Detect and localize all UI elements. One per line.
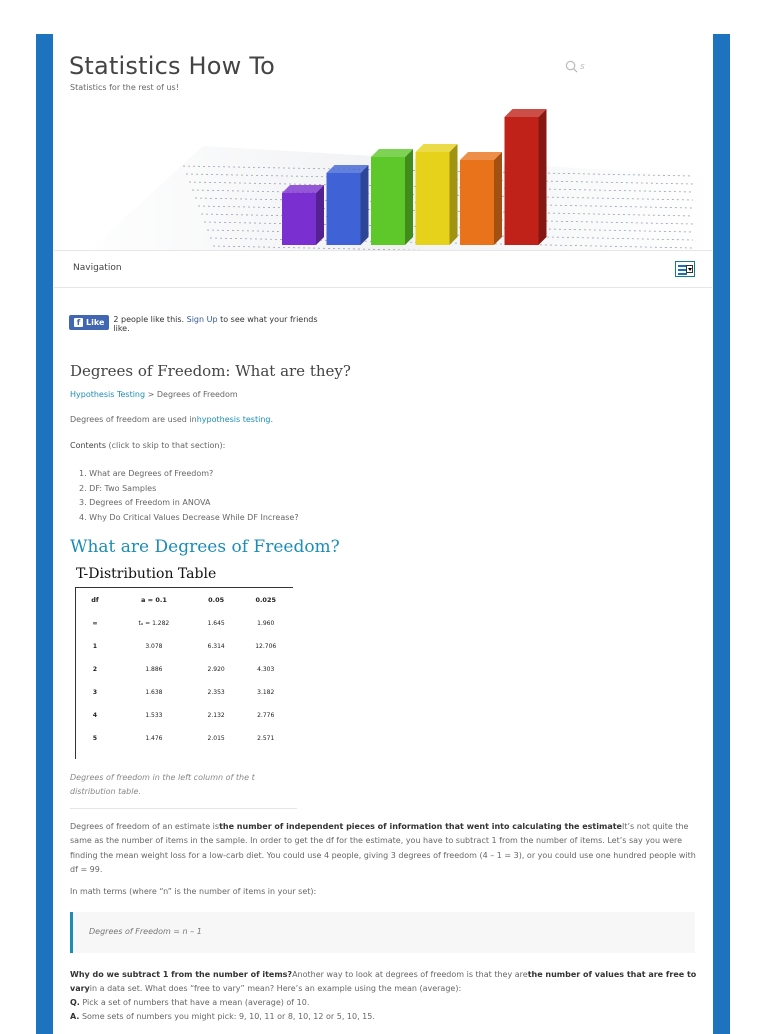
- table-cell: 3: [92, 689, 98, 696]
- math-terms-paragraph: In math terms (where “n” is the number of items in your set):: [70, 887, 317, 896]
- hypothesis-testing-link[interactable]: hypothesis testing: [196, 415, 271, 424]
- table-header-row: [76, 588, 293, 612]
- table-header-cell: df: [91, 596, 99, 604]
- table-cell: 5: [92, 735, 98, 742]
- table-header-cell: 0.05: [208, 596, 225, 604]
- why-subtract-text: [70, 968, 710, 996]
- section-heading-what-are-df: What are Degrees of Freedom?: [70, 537, 340, 557]
- breadcrumb-current: > Degrees of Freedom: [147, 390, 238, 399]
- table-cell: 1.533: [145, 712, 163, 719]
- table-row: [76, 727, 293, 750]
- right-frame-bar: [713, 34, 730, 1034]
- header-chart-bar: [505, 109, 547, 245]
- definition-text: Degrees of freedom of an estimate is: [70, 822, 220, 831]
- answer-line: [70, 1010, 710, 1024]
- menu-toggle-icon[interactable]: [675, 261, 695, 277]
- table-cell: 1: [92, 643, 98, 650]
- definition-paragraph: [70, 820, 700, 877]
- table-row: [76, 704, 293, 727]
- answer-label: A.: [70, 1012, 80, 1021]
- answer-text: Some sets of numbers you might pick: 9, 10, 11 or 8, 10, 12 or 5, 10, 15.: [81, 1012, 375, 1021]
- question-label: Q.: [70, 998, 80, 1007]
- definition-bold: the number of independent pieces of information that went into calculating the estimate: [219, 822, 622, 831]
- table-cell: 1.886: [145, 666, 163, 673]
- t-distribution-table-image: [75, 587, 293, 759]
- search-placeholder: s: [580, 61, 585, 72]
- why-subtract-text-a: Another way to look at degrees of freedom is that they are: [292, 970, 528, 979]
- why-subtract-question: Why do we subtract 1 from the number of items?: [70, 970, 293, 979]
- search-icon[interactable]: [565, 60, 578, 73]
- facebook-like-text: [113, 315, 323, 333]
- table-cell: 2.571: [257, 735, 275, 742]
- contents-note: (click to skip to that section):: [108, 441, 226, 450]
- question-text: Pick a set of numbers that have a mean (average) of 10.: [82, 998, 310, 1007]
- table-cell: 3.182: [257, 689, 275, 696]
- article-title: Degrees of Freedom: What are they?: [70, 362, 351, 380]
- header-chart-bar: [416, 144, 458, 245]
- facebook-signup-link[interactable]: Sign Up: [186, 315, 218, 324]
- like-count-text: 2 people like this.: [113, 315, 185, 324]
- table-row: [76, 681, 293, 704]
- table-cell: 2.920: [207, 666, 225, 673]
- table-cell: 4: [92, 712, 98, 719]
- table-row: [76, 658, 293, 681]
- page-container: [53, 34, 713, 1024]
- left-frame-bar: [36, 34, 53, 1034]
- table-cell: 2.015: [207, 735, 225, 742]
- contents-heading: [70, 441, 225, 450]
- intro-period: .: [270, 415, 274, 424]
- header-chart-bar: [327, 165, 369, 245]
- table-cell: tₐ = 1.282: [138, 620, 170, 627]
- t-distribution-table-title: T-Distribution Table: [76, 566, 217, 582]
- table-cell: ∞: [92, 620, 98, 627]
- table-cell: 6.314: [207, 643, 225, 650]
- toc-item[interactable]: 1. What are Degrees of Freedom?: [79, 469, 214, 478]
- table-header-cell: 0.025: [255, 596, 276, 604]
- table-cell: 2.353: [207, 689, 225, 696]
- table-cell: 12.706: [255, 643, 277, 650]
- definition-text-rest: It’s not quite the same as the number of items in the sample. In order to get the df for the estimate, you have to subtract 1 from the number of items. Let’s say you were finding the mean weight loss for a low-carb diet. You could use 4 people, giving 3 degrees of freedom (4 – 1 = 3), or you could use one hundred people with df = 99.: [70, 822, 696, 874]
- question-line: [70, 996, 710, 1010]
- breadcrumb-hypothesis-testing-link[interactable]: Hypothesis Testing: [70, 390, 146, 399]
- facebook-like-widget: [69, 315, 323, 333]
- table-cell: 2.132: [207, 712, 225, 719]
- table-row: [76, 612, 293, 635]
- table-cell: 1.476: [145, 735, 163, 742]
- table-of-contents: [79, 467, 299, 525]
- toc-item[interactable]: 4. Why Do Critical Values Decrease While DF Increase?: [79, 512, 299, 522]
- navigation-label[interactable]: Navigation: [73, 263, 122, 273]
- site-tagline: Statistics for the rest of us!: [70, 83, 179, 92]
- table-cell: 4.303: [257, 666, 275, 673]
- intro-paragraph: [70, 415, 273, 424]
- table-cell: 1.638: [145, 689, 163, 696]
- intro-text: Degrees of freedom are used in: [70, 415, 197, 424]
- table-cell: 2.776: [257, 712, 275, 719]
- navigation-bar: [54, 250, 712, 288]
- formula-text: Degrees of Freedom = n – 1: [89, 927, 202, 936]
- table-cell: 3.078: [145, 643, 163, 650]
- why-subtract-text-b: in a data set. What does “free to vary” mean? Here’s an example using the mean (average):: [89, 984, 462, 993]
- facebook-like-button[interactable]: [69, 315, 109, 330]
- table-caption: Degrees of freedom in the left column of the t distribution table.: [70, 773, 255, 796]
- formula-blockquote: [70, 912, 695, 953]
- site-title[interactable]: Statistics How To: [69, 52, 275, 80]
- contents-label: Contents: [70, 441, 106, 450]
- like-friends-text: to see what your friends like.: [113, 315, 318, 333]
- table-cell: 2: [92, 666, 98, 673]
- table-cell: 1.960: [257, 620, 275, 627]
- facebook-icon: f: [74, 318, 83, 327]
- breadcrumb: [70, 390, 238, 399]
- toc-item[interactable]: 2. DF: Two Samples: [79, 483, 157, 493]
- why-subtract-paragraph: [70, 968, 710, 1024]
- table-header-cell: a = 0.1: [140, 596, 167, 604]
- header-chart-bar: [371, 149, 413, 245]
- toc-item[interactable]: 3. Degrees of Freedom in ANOVA: [79, 498, 211, 507]
- table-row: [76, 635, 293, 658]
- like-label: Like: [86, 318, 105, 327]
- header-chart-bar: [282, 185, 324, 245]
- caption-divider: [70, 808, 297, 809]
- search-box[interactable]: [565, 60, 585, 73]
- table-cell: 1.645: [207, 620, 225, 627]
- free-to-vary-bold: the number of values that are free to vary: [70, 970, 697, 993]
- header-chart-bar: [460, 152, 502, 245]
